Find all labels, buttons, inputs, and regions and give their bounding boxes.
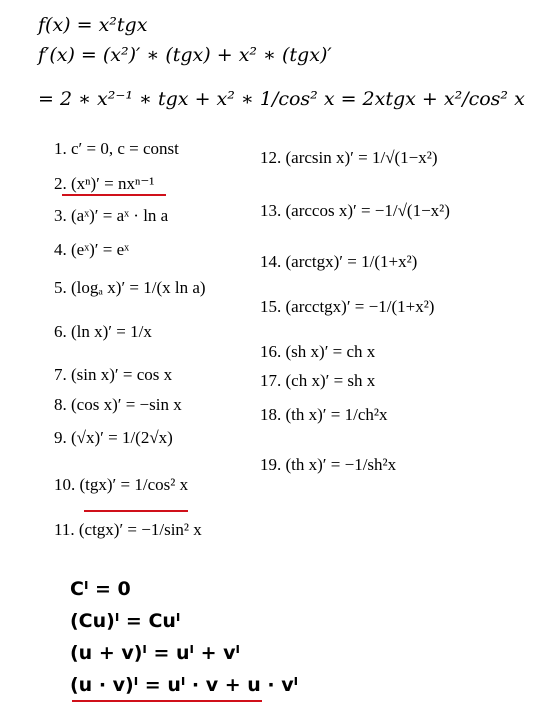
formula-14: 14. (arctgx)′ = 1/(1+x²) (260, 252, 418, 271)
formula-19: 19. (th x)′ = −1/sh²x (260, 455, 397, 474)
underline-formula-10 (84, 510, 188, 512)
formula-7: 7. (sin x)′ = cos x (54, 365, 173, 384)
formula-2: 2. (xⁿ)′ = nxⁿ⁻¹ (54, 174, 155, 193)
rule-product: (u · v)ᴵ = uᴵ · v + u · vᴵ (70, 674, 299, 696)
formula-17: 17. (ch x)′ = sh x (260, 371, 376, 390)
formula-9: 9. (√x)′ = 1/(2√x) (54, 428, 173, 447)
formula-4: 4. (eˣ)′ = eˣ (54, 240, 130, 259)
formula-11: 11. (ctgx)′ = −1/sin² x (54, 520, 202, 539)
derivation-line-3: = 2 ∗ x²⁻¹ ∗ tgx + x² ∗ 1/cos² x = 2xtgx + x²/cos² x (38, 88, 525, 110)
underline-formula-2 (62, 194, 166, 196)
formula-1: 1. c′ = 0, c = const (54, 139, 179, 158)
formula-5: 5. (logₐ x)′ = 1/(x ln a) (54, 278, 206, 297)
formula-6: 6. (ln x)′ = 1/x (54, 322, 152, 341)
formula-16: 16. (sh x)′ = ch x (260, 342, 376, 361)
rule-constant-multiple: (Cu)ᴵ = Cuᴵ (70, 610, 181, 632)
formula-15: 15. (arcctgx)′ = −1/(1+x²) (260, 297, 435, 316)
formula-10: 10. (tgx)′ = 1/cos² x (54, 475, 189, 494)
rule-constant: Cᴵ = 0 (70, 578, 131, 600)
underline-rule-product (72, 700, 262, 702)
formula-3: 3. (aˣ)′ = aˣ · ln a (54, 206, 169, 225)
formula-13: 13. (arccos x)′ = −1/√(1−x²) (260, 201, 450, 220)
formula-12: 12. (arcsin x)′ = 1/√(1−x²) (260, 148, 438, 167)
derivation-line-2: f′(x) = (x²)′ ∗ (tgx) + x² ∗ (tgx)′ (38, 44, 332, 66)
rule-sum: (u + v)ᴵ = uᴵ + vᴵ (70, 642, 240, 664)
formula-18: 18. (th x)′ = 1/ch²x (260, 405, 388, 424)
formula-8: 8. (cos x)′ = −sin x (54, 395, 182, 414)
derivation-line-1: f(x) = x²tgx (38, 14, 148, 36)
